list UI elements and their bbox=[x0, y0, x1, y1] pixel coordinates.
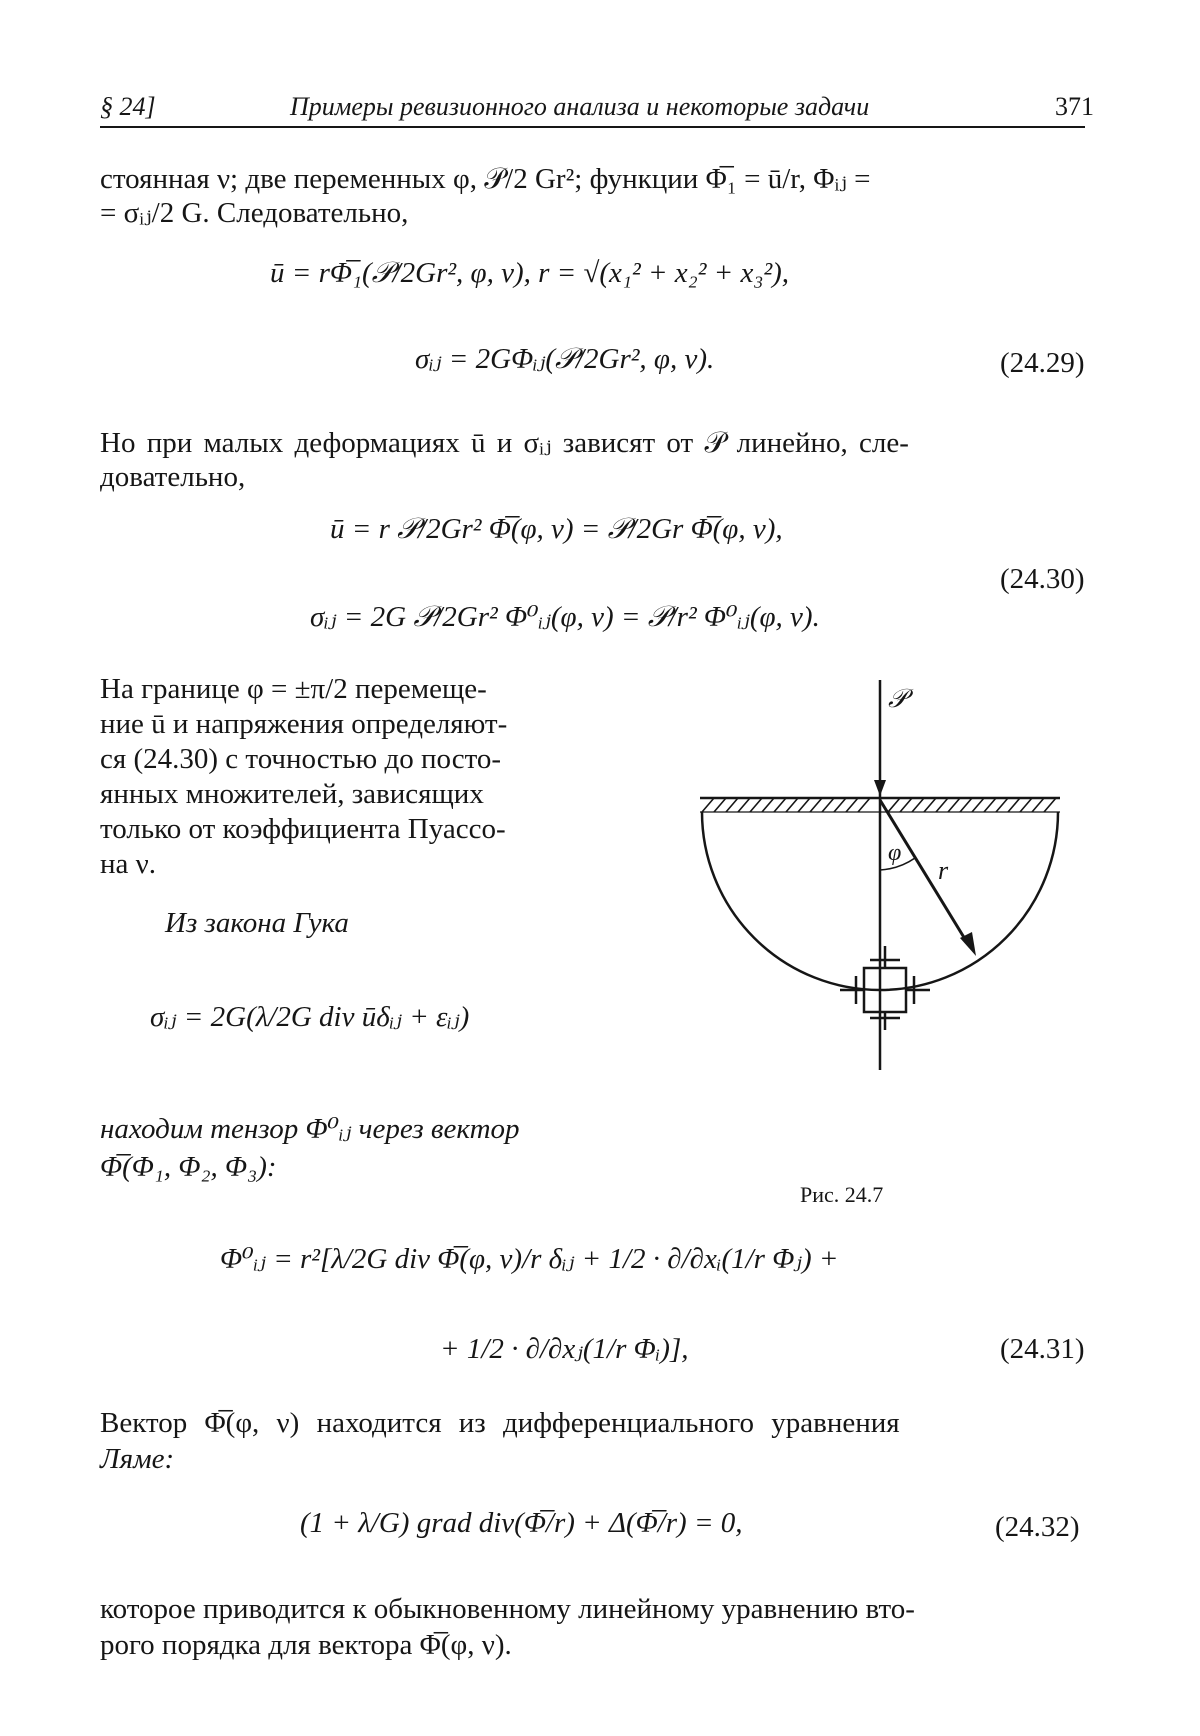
header-rule bbox=[100, 126, 1085, 128]
text-line: находим тензор Φ⁰ᵢⱼ через вектор bbox=[100, 1113, 520, 1145]
text-line: ние ū и напряжения определяют- bbox=[100, 708, 508, 740]
force-arrow-head bbox=[874, 780, 886, 796]
equation-number: (24.32) bbox=[995, 1511, 1080, 1543]
equation: σᵢⱼ = 2G(λ/2G div ūδᵢⱼ + εᵢⱼ) bbox=[150, 1001, 470, 1033]
equation: (1 + λ/G) grad div(Φ̅/r) + Δ(Φ̅/r) = 0, bbox=[300, 1507, 743, 1539]
text-line: янных множителей, зависящих bbox=[100, 778, 484, 810]
text-line: на ν. bbox=[100, 848, 157, 880]
figure-half-space bbox=[690, 680, 1090, 1200]
equation: Φ⁰ᵢⱼ = r²[λ/2G div Φ̅(φ, ν)/r δᵢⱼ + 1/2 · ∂/∂xᵢ(1/r Φⱼ) + bbox=[220, 1243, 839, 1275]
radius-vector bbox=[880, 800, 968, 944]
equation: σᵢⱼ = 2GΦᵢⱼ(𝒫/2Gr², φ, ν). bbox=[415, 343, 715, 375]
equation-number: (24.31) bbox=[1000, 1333, 1085, 1365]
text-line: ся (24.30) с точностью до посто- bbox=[100, 743, 502, 775]
section-number: § 24] bbox=[100, 92, 156, 121]
equation-number: (24.29) bbox=[1000, 347, 1085, 379]
text-line: стоянная ν; две переменных φ, 𝒫/2 Gr²; функции Φ̅₁ = ū/r, Φᵢⱼ = bbox=[100, 163, 871, 195]
text-line: = σᵢⱼ/2 G. Следовательно, bbox=[100, 197, 409, 229]
equation: ū = rΦ̅₁(𝒫/2Gr², φ, ν), r = √(x₁² + x₂² + x₃²), bbox=[270, 257, 790, 289]
figure-label-r: r bbox=[938, 856, 949, 885]
page-number: 371 bbox=[1055, 92, 1094, 121]
equation: σᵢⱼ = 2G 𝒫/2Gr² Φ⁰ᵢⱼ(φ, ν) = 𝒫/r² Φ⁰ᵢⱼ(φ, ν). bbox=[310, 601, 820, 633]
running-title: Примеры ревизионного анализа и некоторые задачи bbox=[290, 92, 870, 121]
text-line: только от коэффициента Пуассо- bbox=[100, 813, 506, 845]
text-line: которое приводится к обыкновенному линейному уравнению вто- bbox=[100, 1593, 915, 1625]
equation-number: (24.30) bbox=[1000, 563, 1085, 595]
equation: ū = r 𝒫/2Gr² Φ̅(φ, ν) = 𝒫/2Gr Φ̅(φ, ν), bbox=[330, 513, 783, 545]
text-line: Из закона Гука bbox=[165, 907, 349, 939]
text-line: Вектор Φ̅(φ, ν) находится из дифференциального уравнения bbox=[100, 1407, 900, 1439]
figure-label-P: 𝒫 bbox=[888, 684, 907, 713]
figure-caption: Рис. 24.7 bbox=[800, 1182, 884, 1207]
figure-label-phi: φ bbox=[888, 840, 902, 866]
text-line: Φ̅(Φ₁, Φ₂, Φ₃): bbox=[100, 1151, 277, 1183]
text-line: Ляме: bbox=[100, 1443, 175, 1475]
text-line: На границе φ = ±π/2 перемеще- bbox=[100, 673, 487, 705]
paragraph-left-column bbox=[100, 672, 600, 882]
text-line: Но при малых деформациях ū и σᵢⱼ зависят от 𝒫 линейно, сле- bbox=[100, 427, 909, 459]
text-line: довательно, bbox=[100, 461, 246, 493]
equation: + 1/2 · ∂/∂xⱼ(1/r Φᵢ)], bbox=[440, 1333, 689, 1365]
text-line: рого порядка для вектора Φ̅(φ, ν). bbox=[100, 1629, 512, 1661]
